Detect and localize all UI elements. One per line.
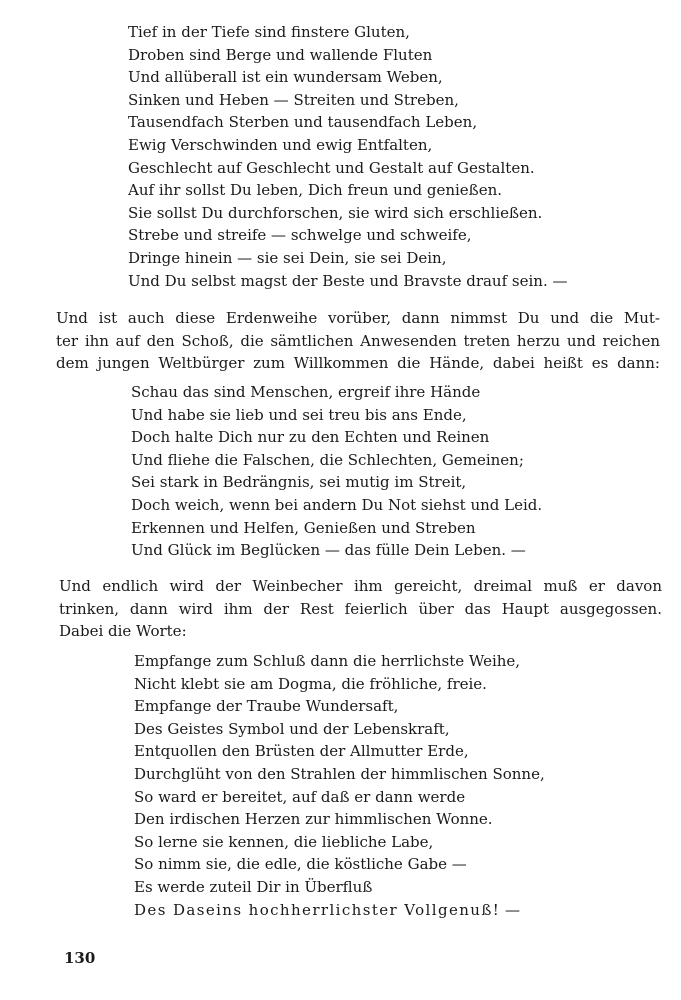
verse-line: Und Glück im Beglücken — das fülle Dein Leben. —	[131, 541, 526, 560]
poem-stanza-2	[131, 381, 542, 562]
verse-line: Nicht klebt sie am Dogma, die fröhliche, freie.	[134, 674, 487, 693]
page-number: 130	[64, 949, 96, 967]
poem-stanza-3	[134, 650, 545, 921]
prose-line: trinken, dann wird ihm der Rest feierlich über das Haupt ausgegossen.	[59, 599, 662, 618]
verse-line: Doch weich, wenn bei andern Du Not siehst und Leid.	[131, 495, 543, 514]
verse-line: Empfange der Traube Wundersaft,	[134, 697, 399, 716]
verse-line: Strebe und streife — schwelge und schweife,	[128, 226, 472, 245]
verse-line: Tausendfach Sterben und tausendfach Leben,	[128, 113, 478, 132]
verse-line: Auf ihr sollst Du leben, Dich freun und genießen.	[128, 181, 503, 200]
verse-line: So nimm sie, die edle, die köstliche Gabe —	[134, 855, 467, 874]
prose-line: Und ist auch diese Erdenweihe vorüber, dann nimmst Du und die Mut-	[56, 309, 660, 327]
verse-line: Und fliehe die Falschen, die Schlechten, Gemeinen;	[131, 450, 524, 469]
verse-line: Den irdischen Herzen zur himmlischen Wonne.	[134, 810, 493, 829]
verse-line: Sie sollst Du durchforschen, sie wird sich erschließen.	[128, 203, 543, 222]
verse-line: Doch halte Dich nur zu den Echten und Reinen	[131, 428, 490, 447]
poem-stanza-1	[128, 21, 567, 292]
verse-line: Es werde zuteil Dir in Überfluß	[134, 877, 373, 896]
verse-line: Droben sind Berge und wallende Fluten	[128, 45, 433, 64]
verse-line: Und Du selbst magst der Beste und Bravste drauf sein. —	[128, 271, 568, 290]
verse-line: So lerne sie kennen, die liebliche Labe,	[134, 832, 434, 851]
spaced-emphasis-text: Des Daseins hochherrlichster Vollgenuß!	[134, 900, 501, 919]
verse-line: Empfange zum Schluß dann die herrlichste Weihe,	[134, 652, 521, 670]
prose-line: Und endlich wird der Weinbecher ihm gereicht, dreimal muß er davon	[59, 577, 662, 595]
verse-line: Durchglüht von den Strahlen der himmlischen Sonne,	[134, 764, 545, 783]
verse-line: So ward er bereitet, auf daß er dann werde	[134, 787, 466, 806]
verse-line: Tief in der Tiefe sind finstere Gluten,	[128, 23, 410, 41]
prose-line: dem jungen Weltbürger zum Willkommen die Hände, dabei heißt es dann:	[56, 354, 660, 372]
verse-line: Ewig Verschwinden und ewig Entfalten,	[128, 135, 433, 154]
verse-line: Entquollen den Brüsten der Allmutter Erde,	[134, 742, 469, 761]
verse-line: Und habe sie lieb und sei treu bis ans Ende,	[131, 405, 467, 424]
prose-line: ter ihn auf den Schoß, die sämtlichen Anwesenden treten herzu und reichen	[56, 331, 660, 350]
verse-line: Und allüberall ist ein wundersam Weben,	[128, 68, 443, 87]
prose-line: Dabei die Worte:	[59, 622, 187, 640]
prose-paragraph-1	[56, 307, 660, 375]
verse-line: Des Geistes Symbol und der Lebenskraft,	[134, 719, 450, 738]
prose-paragraph-2	[59, 575, 662, 643]
verse-line-final	[134, 899, 545, 922]
closing-dash: —	[500, 900, 520, 919]
verse-line: Erkennen und Helfen, Genießen und Streben	[131, 518, 476, 537]
verse-line: Sinken und Heben — Streiten und Streben,	[128, 90, 459, 109]
verse-line: Sei stark in Bedrängnis, sei mutig im Streit,	[131, 473, 467, 492]
verse-line: Schau das sind Menschen, ergreif ihre Hände	[131, 383, 481, 401]
verse-line: Geschlecht auf Geschlecht und Gestalt auf Gestalten.	[128, 158, 535, 177]
verse-line: Dringe hinein — sie sei Dein, sie sei Dein,	[128, 248, 447, 267]
